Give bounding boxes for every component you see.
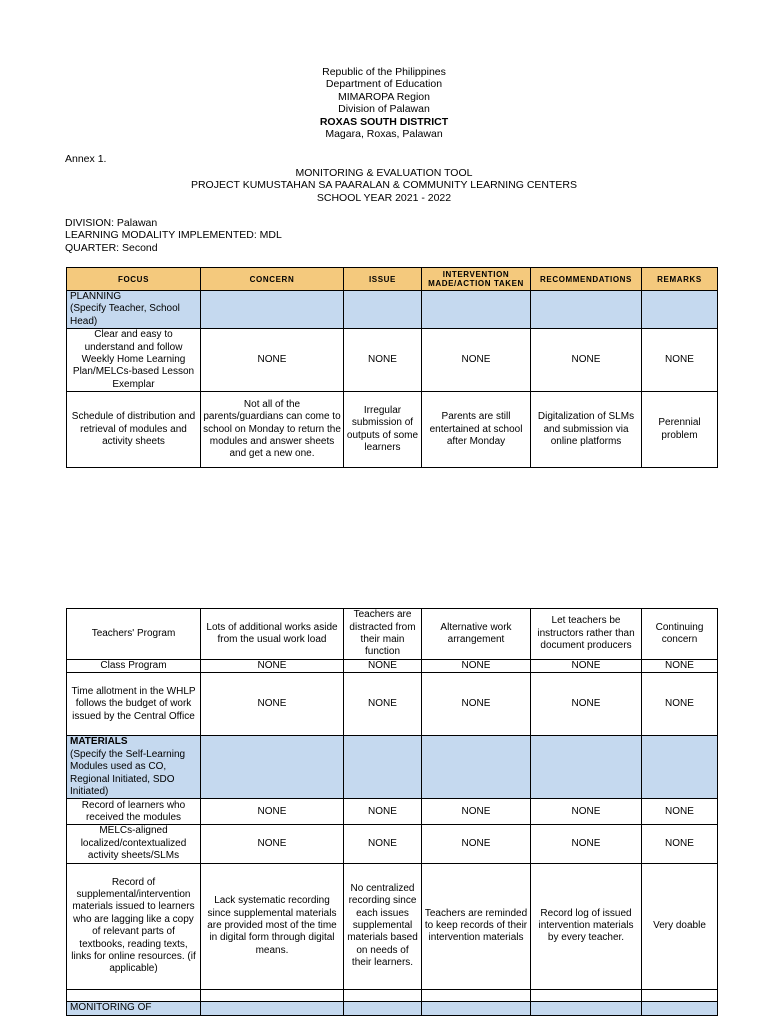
meta-info [65,217,282,254]
concern-cell: NONE [201,660,344,673]
column-header-remarks: REMARKS [642,268,718,291]
intervention-cell: Teachers are reminded to keep records of their intervention materials [422,863,531,989]
recommendation-cell: NONE [531,825,642,863]
letterhead-district: ROXAS SOUTH DISTRICT [319,115,449,128]
section-planning-cell [67,291,201,329]
concern-cell: NONE [201,329,344,392]
section-planning-title: PLANNING [70,291,122,302]
focus-cell: Class Program [67,660,201,673]
evaluation-table-2 [66,608,718,1016]
recommendation-cell: NONE [531,329,642,392]
issue-cell: NONE [344,660,422,673]
recommendation-cell: Record log of issued intervention materials by every teacher. [531,863,642,989]
column-header-issue: ISSUE [344,268,422,291]
column-header-focus: FOCUS [67,268,201,291]
section-monitoring-title: MONITORING OF [67,1001,201,1015]
intervention-cell: Alternative work arrangement [422,609,531,660]
table-row [67,863,718,989]
intervention-cell: NONE [422,329,531,392]
evaluation-table-1 [66,267,718,468]
tool-title-line3: SCHOOL YEAR 2021 - 2022 [316,191,452,204]
recommendation-cell: Let teachers be instructors rather than document producers [531,609,642,660]
column-header-intervention: INTERVENTION MADE/ACTION TAKEN [422,268,531,291]
intervention-cell: NONE [422,799,531,825]
meta-modality: LEARNING MODALITY IMPLEMENTED: MDL [65,229,282,242]
intervention-cell: NONE [422,673,531,736]
remarks-cell: Very doable [642,863,718,989]
concern-cell: Not all of the parents/guardians can come to school on Monday to return the modules and answer sheets and get a new one. [201,392,344,468]
focus-cell: Clear and easy to understand and follow Weekly Home Learning Plan/MELCs-based Lesson Exemplar [67,329,201,392]
recommendation-cell: NONE [531,660,642,673]
section-planning-sub: (Specify Teacher, School Head) [70,303,180,327]
concern-cell: NONE [201,799,344,825]
letterhead [0,66,768,140]
remarks-cell: Continuing concern [642,609,718,660]
table-header-row [67,268,718,291]
concern-cell: NONE [201,673,344,736]
remarks-cell: NONE [642,329,718,392]
issue-cell: Teachers are distracted from their main function [344,609,422,660]
concern-cell: NONE [201,825,344,863]
concern-cell: Lack systematic recording since supplemental materials are provided most of the time in digital form through digital means. [201,863,344,989]
table-row [67,329,718,392]
recommendation-cell: NONE [531,799,642,825]
section-materials-sub: (Specify the Self-Learning Modules used as CO, Regional Initiated, SDO Initiated) [70,748,186,798]
intervention-cell: NONE [422,825,531,863]
tool-title [0,167,768,204]
focus-cell: Time allotment in the WHLP follows the budget of work issued by the Central Office [67,673,201,736]
issue-cell: NONE [344,329,422,392]
remarks-cell: Perennial problem [642,392,718,468]
table-row [67,392,718,468]
letterhead-region: MIMAROPA Region [337,90,430,103]
table-row [67,673,718,736]
focus-cell: MELCs-aligned localized/contextualized activity sheets/SLMs [67,825,201,863]
letterhead-address: Magara, Roxas, Palawan [325,128,443,141]
recommendation-cell: NONE [531,673,642,736]
table-row [67,825,718,863]
table-row [67,609,718,660]
tool-title-line2: PROJECT KUMUSTAHAN SA PAARALAN & COMMUNITY LEARNING CENTERS [190,179,578,192]
column-header-concern: CONCERN [201,268,344,291]
table-row [67,660,718,673]
issue-cell: No centralized recording since each issues supplemental materials based on needs of their learners. [344,863,422,989]
intervention-cell: Parents are still entertained at school after Monday [422,392,531,468]
annex-label: Annex 1. [65,153,107,165]
focus-cell: Record of supplemental/intervention materials issued to learners who are lagging like a copy of relevant parts of textbooks, reading texts, links for online resources. (if applicable) [67,863,201,989]
tool-title-line1: MONITORING & EVALUATION TOOL [295,167,473,179]
intervention-cell: NONE [422,660,531,673]
focus-cell: Teachers' Program [67,609,201,660]
letterhead-department: Department of Education [325,78,443,91]
remarks-cell: NONE [642,673,718,736]
section-row-materials [67,736,718,799]
letterhead-republic: Republic of the Philippines [322,66,446,78]
meta-quarter: QUARTER: Second [65,241,158,254]
section-materials-title: MATERIALS [70,736,128,748]
remarks-cell: NONE [642,825,718,863]
issue-cell: Irregular submission of outputs of some learners [344,392,422,468]
issue-cell: NONE [344,825,422,863]
section-materials-cell [67,736,201,799]
section-row-monitoring [67,1001,718,1015]
issue-cell: NONE [344,673,422,736]
remarks-cell: NONE [642,799,718,825]
table-row-empty [67,989,718,1001]
section-row-planning [67,291,718,329]
issue-cell: NONE [344,799,422,825]
focus-cell: Schedule of distribution and retrieval of modules and activity sheets [67,392,201,468]
remarks-cell: NONE [642,660,718,673]
meta-division: DIVISION: Palawan [65,217,158,229]
table-row [67,799,718,825]
focus-cell: Record of learners who received the modules [67,799,201,825]
letterhead-division: Division of Palawan [338,103,430,116]
column-header-recommendations: RECOMMENDATIONS [531,268,642,291]
recommendation-cell: Digitalization of SLMs and submission via online platforms [531,392,642,468]
concern-cell: Lots of additional works aside from the usual work load [201,609,344,660]
